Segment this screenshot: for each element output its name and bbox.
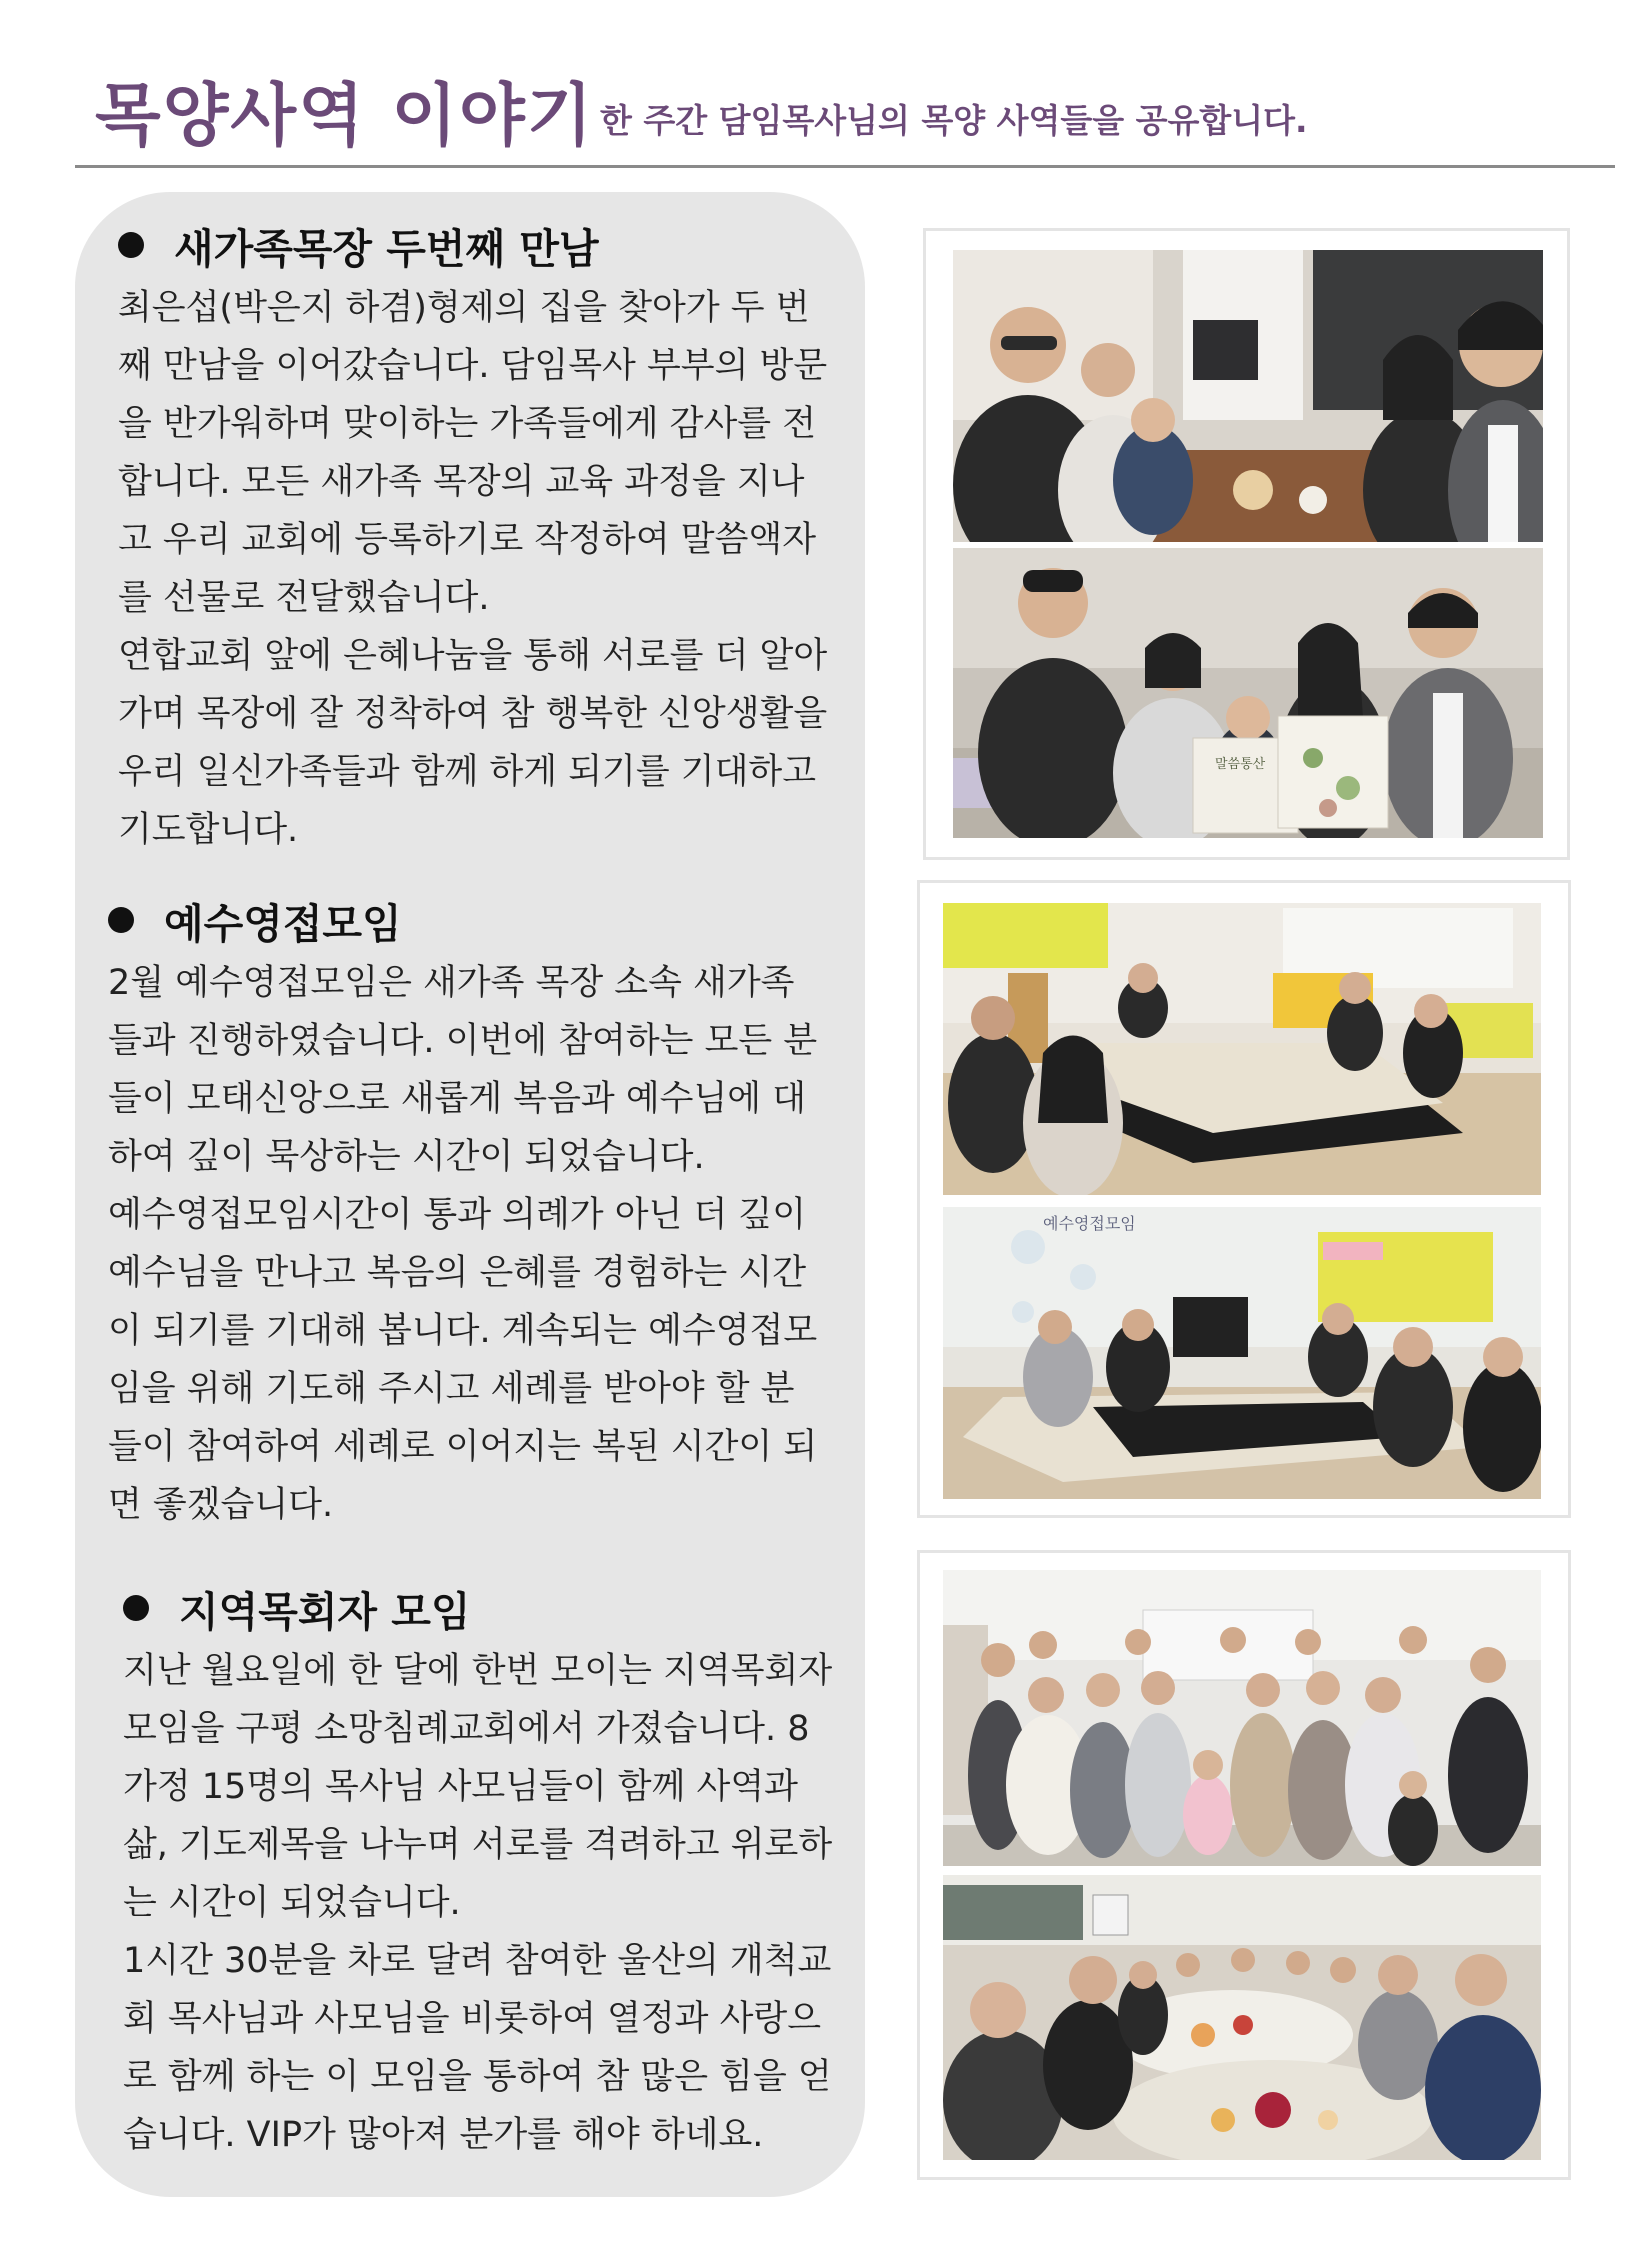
page-title: 목양사역 이야기 <box>95 77 595 156</box>
header-divider <box>75 165 1615 168</box>
body-line: 우리 일신가족들과 함께 하게 되기를 기대하고 <box>118 752 817 792</box>
section-body <box>118 279 827 859</box>
page-header <box>0 0 1625 170</box>
bullet-icon <box>108 907 134 933</box>
photo-family-gift <box>953 548 1543 838</box>
section-heading <box>123 1578 832 1638</box>
body-line: 삶, 기도제목을 나누며 서로를 격려하고 위로하 <box>123 1825 833 1865</box>
body-line: 로 함께 하는 이 모임을 통하여 참 많은 힘을 얻 <box>123 2057 832 2097</box>
body-line: 하여 깊이 묵상하는 시간이 되었습니다. <box>108 1137 705 1177</box>
photo-meeting-room-1 <box>943 903 1541 1195</box>
body-line: 들이 참여하여 세례로 이어지는 복된 시간이 되 <box>108 1427 818 1467</box>
body-line: 가정 15명의 목사님 사모님들이 함께 사역과 <box>123 1767 798 1807</box>
body-line: 임을 위해 기도해 주시고 세례를 받아야 할 분 <box>108 1369 795 1409</box>
section-title: 지역목회자 모임 <box>179 1587 471 1636</box>
section-heading <box>108 890 817 950</box>
body-line: 모임을 구평 소망침례교회에서 가졌습니다. 8 <box>123 1709 810 1749</box>
body-line: 이 되기를 기대해 봅니다. 계속되는 예수영접모 <box>108 1311 818 1351</box>
body-line: 을 반가워하며 맞이하는 가족들에게 감사를 전 <box>118 404 817 444</box>
section-body <box>108 954 817 1534</box>
body-line: 습니다. VIP가 많아져 분가를 해야 하네요. <box>123 2115 764 2155</box>
body-line: 는 시간이 되었습니다. <box>123 1883 461 1923</box>
body-line: 연합교회 앞에 은혜나눔을 통해 서로를 더 알아 <box>118 636 828 676</box>
bullet-icon <box>123 1595 149 1621</box>
banner-text: 예수영접모임 <box>1043 1214 1136 1233</box>
section-heading <box>118 215 827 275</box>
photo-dinner-table <box>943 1875 1541 2160</box>
section-body <box>123 1642 832 2164</box>
body-line: 를 선물로 전달했습니다. <box>118 578 490 618</box>
body-line: 기도합니다. <box>118 810 299 850</box>
section-pastors-meeting <box>123 1578 832 2164</box>
body-line: 면 좋겠습니다. <box>108 1485 334 1525</box>
body-line: 합니다. 모든 새가족 목장의 교육 과정을 지나 <box>118 462 805 502</box>
body-line: 고 우리 교회에 등록하기로 작정하여 말씀액자 <box>118 520 817 560</box>
body-line: 지난 월요일에 한 달에 한번 모이는 지역목회자 <box>123 1651 833 1691</box>
gift-frame-caption: 말씀통산 <box>1215 757 1266 772</box>
body-line: 째 만남을 이어갔습니다. 담임목사 부부의 방문 <box>118 346 828 386</box>
page-subtitle: 한 주간 담임목사님의 목양 사역들을 공유합니다. <box>600 101 1308 140</box>
body-line: 예수님을 만나고 복음의 은혜를 경험하는 시간 <box>108 1253 807 1293</box>
section-title: 예수영접모임 <box>164 899 402 948</box>
body-line: 2월 예수영접모임은 새가족 목장 소속 새가족 <box>108 963 795 1003</box>
body-line: 최은섭(박은지 하겸)형제의 집을 찾아가 두 번 <box>118 288 810 328</box>
body-line: 회 목사님과 사모님을 비롯하여 열정과 사랑으 <box>123 1999 822 2039</box>
body-line: 예수영접모임시간이 통과 의례가 아닌 더 깊이 <box>108 1195 807 1235</box>
body-line: 들이 모태신앙으로 새롭게 복음과 예수님에 대 <box>108 1079 807 1119</box>
section-title: 새가족목장 두번째 만남 <box>174 224 599 273</box>
section-jesus-meeting <box>108 890 817 1534</box>
photo-family-selfie <box>953 250 1543 542</box>
bullet-icon <box>118 232 144 258</box>
body-line: 들과 진행하였습니다. 이번에 참여하는 모든 분 <box>108 1021 818 1061</box>
photo-meeting-room-2 <box>943 1207 1541 1499</box>
body-line: 가며 목장에 잘 정착하여 참 행복한 신앙생활을 <box>118 694 828 734</box>
body-line: 1시간 30분을 차로 달려 참여한 울산의 개척교 <box>123 1941 832 1981</box>
section-new-family <box>118 215 827 859</box>
photo-group-portrait <box>943 1570 1541 1866</box>
